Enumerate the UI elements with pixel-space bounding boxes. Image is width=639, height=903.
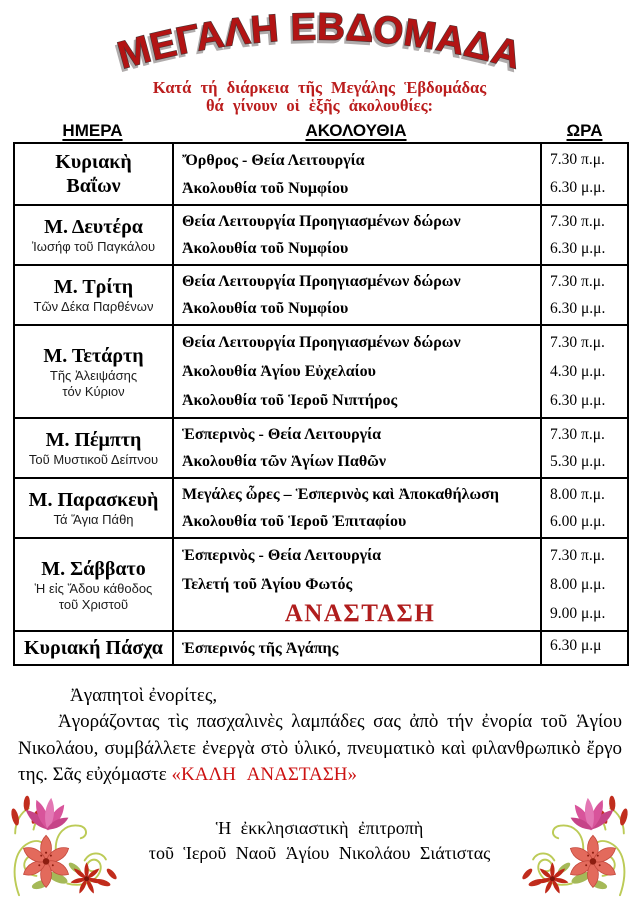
day-cell <box>15 479 174 537</box>
service-time: 8.00 π.μ. <box>550 485 605 503</box>
service-time: 7.30 π.μ. <box>550 546 605 564</box>
title-wordart <box>67 5 572 79</box>
day-name: Μ. Σάββατο <box>41 557 146 580</box>
day-subtitle: τόν Κύριον <box>62 383 125 399</box>
service-time: 7.30 π.μ. <box>550 212 605 230</box>
service-name: Ἀκολουθία Ἁγίου Εὐχελαίου <box>182 363 376 380</box>
services-cell <box>174 419 542 477</box>
services-cell <box>174 206 542 264</box>
services-cell <box>174 539 542 630</box>
schedule-table-body <box>13 142 629 666</box>
corner-flower-left-icon <box>3 789 120 900</box>
service-time: 6.00 μ.μ. <box>550 512 606 530</box>
services-cell <box>174 632 542 664</box>
footer-paragraph <box>18 709 622 789</box>
service-time: 7.30 π.μ. <box>550 272 605 290</box>
times-cell <box>542 266 627 324</box>
times-cell <box>542 419 627 477</box>
service-time: 7.30 π.μ. <box>550 425 605 443</box>
table-row <box>15 264 627 324</box>
service-name: Ἀκολουθία τοῦ Νυμφίου <box>182 179 349 197</box>
signature-line2: τοῦ Ἱεροῦ Ναοῦ Ἁγίου Νικολάου Σιάτιστας <box>148 842 491 863</box>
day-subtitle: Ἰωσήφ τοῦ Παγκάλου <box>31 239 156 254</box>
table-row <box>15 204 627 264</box>
day-name: Κυριακή Πάσχα <box>24 637 163 659</box>
header-day: ΗΜΕΡΑ <box>62 121 123 140</box>
signature-line1: Ἡ ἐκκλησιαστικὴ ἐπιτροπὴ <box>215 817 424 838</box>
table-row <box>15 537 627 630</box>
service-name: Θεία Λειτουργία Προηγιασμένων δώρων <box>182 273 461 290</box>
service-name: Ἀκολουθία τοῦ Νυμφίου <box>182 240 349 257</box>
day-cell <box>15 632 174 664</box>
table-row <box>15 144 627 204</box>
svg-text:ΜΕΓΑΛΗ ΕΒΔΟΜΑΔΑ <box>113 6 526 78</box>
times-cell <box>542 479 627 537</box>
service-name: Ἑσπερινὸς - Θεία Λειτουργία <box>182 547 382 564</box>
services-cell <box>174 144 542 204</box>
header-service: ΑΚΟΛΟΥΘΙΑ <box>305 121 407 140</box>
service-time: 7.30 π.μ. <box>550 151 605 168</box>
services-cell <box>174 266 542 324</box>
table-row <box>15 417 627 477</box>
day-subtitle: Τά Ἅγια Πάθη <box>53 512 134 527</box>
day-subtitle: Τῶν Δέκα Παρθένων <box>33 299 154 314</box>
day-name: Μ. Παρασκευὴ <box>28 489 159 511</box>
service-name: Ἀκολουθία τοῦ Ἱεροῦ Νιπτήρος <box>182 392 398 409</box>
day-cell <box>15 326 174 417</box>
table-row <box>15 630 627 664</box>
day-cell <box>15 266 174 324</box>
service-time: 6.30 μ.μ <box>550 637 602 654</box>
day-name: Μ. Τετάρτη <box>43 344 144 367</box>
day-subtitle: τοῦ Χριστοῦ <box>58 596 129 612</box>
day-cell <box>15 144 174 204</box>
service-time: 7.30 π.μ. <box>550 333 605 351</box>
service-name: Ὄρθρος - Θεία Λειτουργία <box>182 151 365 169</box>
day-name: Μ. Τρίτη <box>53 276 134 298</box>
times-cell <box>542 144 627 204</box>
service-name: Ἑσπερινός τῆς Ἀγάπης <box>182 639 339 657</box>
service-time: 8.00 μ.μ. <box>550 575 606 593</box>
day-name: Κυριακὴ <box>55 151 132 173</box>
corner-flower-right-icon <box>519 789 636 900</box>
day-name: Βαΐων <box>66 175 121 197</box>
service-time: 5.30 μ.μ. <box>550 452 606 470</box>
service-name: Ἀκολουθία τῶν Ἁγίων Παθῶν <box>182 453 387 470</box>
footer-salutation: Ἀγαπητοὶ ἐνορίτες, <box>70 685 218 706</box>
day-subtitle: Τοῦ Μυστικοῦ Δείπνου <box>28 452 159 467</box>
service-time: 6.30 μ.μ. <box>550 179 606 196</box>
day-subtitle: Ἡ εἰς Ἅδου κάθοδος <box>34 580 153 596</box>
page-title: ΜΕΓΑΛΗ ΕΒΔΟΜΑΔΑ <box>113 5 526 78</box>
day-subtitle: Τῆς Ἀλειψάσης <box>49 367 138 383</box>
table-row <box>15 477 627 537</box>
easter-wish-text: «ΚΑΛΗ ΑΝΑΣΤΑΣΗ» <box>171 764 357 785</box>
day-cell <box>15 206 174 264</box>
service-time: 6.30 μ.μ. <box>550 239 606 257</box>
times-cell <box>542 326 627 417</box>
service-name: Ἑσπερινὸς - Θεία Λειτουργία <box>182 426 382 443</box>
times-cell <box>542 539 627 630</box>
service-name: Μεγάλες ὧρες – Ἑσπερινὸς καὶ Ἀποκαθήλωση <box>182 486 499 503</box>
table-header-row <box>13 121 629 141</box>
service-time: 6.30 μ.μ. <box>550 391 606 409</box>
footer-paragraph-text: Ἀγοράζοντας τὶς πασχαλινὲς λαμπάδες σας ἀπὸ τήν ἐνορία τοῦ Ἁγίου Νικολάου, συμβάλλετε ἐνεργὰ στὸ ὑλικό, πνευματικὸ καὶ φιλανθρωπικὸ ἔργο της. Σᾶς εὐχόμαστε <box>18 711 622 785</box>
services-cell <box>174 326 542 417</box>
header-time: ΩΡΑ <box>566 121 603 140</box>
day-name: Μ. Πέμπτη <box>45 429 142 451</box>
times-cell <box>542 632 627 664</box>
service-name: Ἀκολουθία τοῦ Ἱεροῦ Ἐπιταφίου <box>182 513 407 530</box>
service-time: 9.00 μ.μ. <box>550 604 606 622</box>
day-name: Μ. Δευτέρα <box>44 216 143 238</box>
times-cell <box>542 206 627 264</box>
services-cell <box>174 479 542 537</box>
subtitle-line1: Κατά τή διάρκεια τῆς Μεγάλης Ἑβδομάδας <box>152 78 487 97</box>
day-cell <box>15 419 174 477</box>
service-name: Θεία Λειτουργία Προηγιασμένων δώρων <box>182 334 461 351</box>
service-name: Ἀκολουθία τοῦ Νυμφίου <box>182 300 349 317</box>
service-name: ΑΝΑΣΤΑΣΗ <box>284 600 436 627</box>
service-time: 6.30 μ.μ. <box>550 299 606 317</box>
service-name: Τελετή τοῦ Ἁγίου Φωτός <box>182 576 353 593</box>
subtitle-line2: θά γίνουν οἱ ἑξῆς ἀκολουθίες: <box>205 96 434 115</box>
day-cell <box>15 539 174 630</box>
table-row <box>15 324 627 417</box>
service-name: Θεία Λειτουργία Προηγιασμένων δώρων <box>182 213 461 230</box>
service-time: 4.30 μ.μ. <box>550 362 606 380</box>
